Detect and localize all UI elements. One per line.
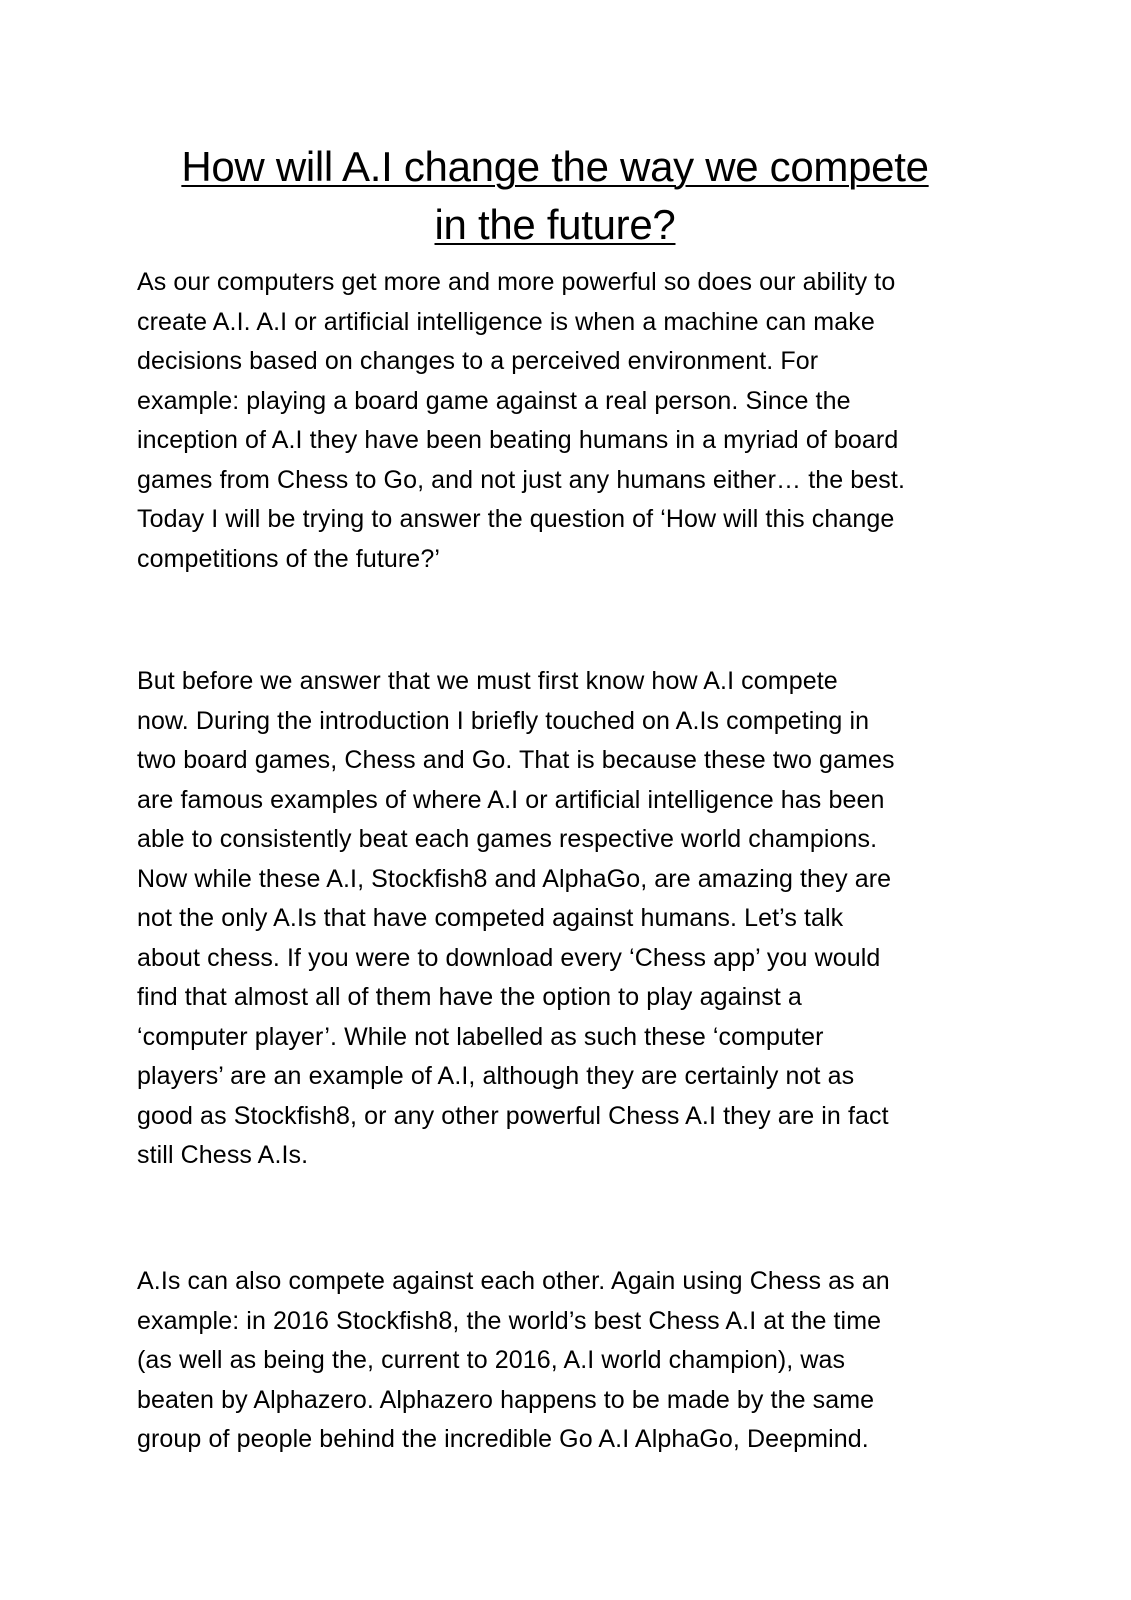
- text-line: now. During the introduction I briefly touched on A.Is competing in: [137, 706, 870, 735]
- paragraph-ai-vs-ai: [137, 1262, 997, 1460]
- text-line: players’ are an example of A.I, although they are certainly not as: [137, 1062, 855, 1090]
- paragraph-introduction: [137, 263, 997, 579]
- text-line: As our computers get more and more powerful so does our ability to: [137, 268, 896, 296]
- text-line: create A.I. A.I or artificial intelligence is when a machine can make: [137, 307, 875, 336]
- text-line: games from Chess to Go, and not just any humans either… the best.: [137, 465, 905, 494]
- text-line: find that almost all of them have the option to play against a: [137, 983, 802, 1011]
- paragraph-current-ai: [137, 662, 997, 1176]
- text-line: A.Is can also compete against each other. Again using Chess as an: [137, 1267, 890, 1295]
- text-line: good as Stockfish8, or any other powerful Chess A.I they are in fact: [137, 1101, 889, 1130]
- text-line: Today I will be trying to answer the question of ‘How will this change: [137, 505, 895, 533]
- text-line: Now while these A.I, Stockfish8 and AlphaGo, are amazing they are: [137, 864, 892, 893]
- title-line: in the future?: [434, 201, 676, 248]
- text-line: decisions based on changes to a perceived environment. For: [137, 347, 819, 375]
- text-line: inception of A.I they have been beating humans in a myriad of board: [137, 426, 899, 454]
- text-line: (as well as being the, current to 2016, A.I world champion), was: [137, 1346, 846, 1374]
- text-line: example: in 2016 Stockfish8, the world’s best Chess A.I at the time: [137, 1306, 882, 1335]
- text-line: ‘computer player’. While not labelled as such these ‘computer: [137, 1022, 824, 1051]
- text-line: beaten by Alphazero. Alphazero happens to be made by the same: [137, 1385, 875, 1414]
- text-line: about chess. If you were to download every ‘Chess app’ you would: [137, 943, 881, 972]
- text-line: two board games, Chess and Go. That is because these two games: [137, 746, 895, 774]
- text-line: not the only A.Is that have competed against humans. Let’s talk: [137, 904, 844, 932]
- text-line: competitions of the future?’: [137, 544, 440, 573]
- text-line: example: playing a board game against a real person. Since the: [137, 386, 851, 415]
- text-line: group of people behind the incredible Go A.I AlphaGo, Deepmind.: [137, 1425, 869, 1453]
- text-line: still Chess A.Is.: [137, 1141, 309, 1169]
- document-title: [130, 138, 980, 254]
- text-line: able to consistently beat each games respective world champions.: [137, 825, 878, 853]
- title-line: How will A.I change the way we compete: [181, 143, 929, 190]
- text-line: are famous examples of where A.I or artificial intelligence has been: [137, 785, 885, 814]
- text-line: But before we answer that we must first know how A.I compete: [137, 667, 838, 695]
